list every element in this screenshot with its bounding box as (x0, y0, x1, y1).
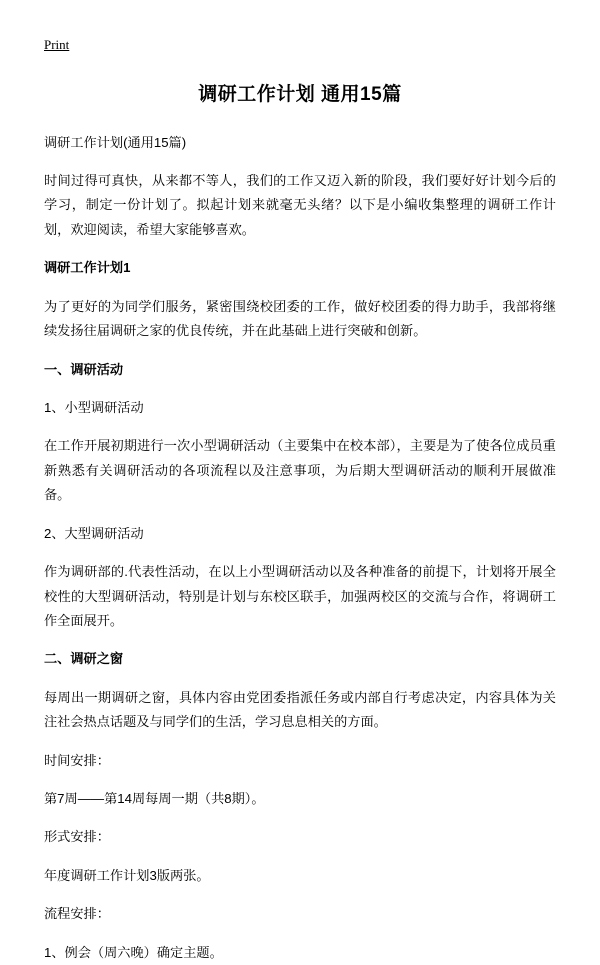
heading-section-2: 二、调研之窗 (44, 651, 124, 667)
print-button[interactable]: Print (44, 37, 70, 52)
paragraph-item-1-body: 在工作开展初期进行一次小型调研活动（主要集中在校本部），主要是为了使各位成员重新熟悉有关调研活动的各项流程以及注意事项，为后期大型调研活动的顺利开展做准备。 (44, 438, 556, 503)
paragraph-form-label: 形式安排： (44, 829, 110, 845)
paragraph-process-body: 1、例会（周六晚）确定主题。 (44, 944, 223, 960)
paragraph-time-body: 第7周——第14周每周一期（共8期）。 (44, 791, 265, 807)
paragraph-intro-title: 调研工作计划(通用15篇) (44, 134, 187, 150)
paragraph-plan-1-body: 为了更好的为同学们服务，紧密围绕校团委的工作，做好校团委的得力助手，我部将继续发扬往届调研之家的优良传统，并在此基础上进行突破和创新。 (44, 298, 556, 339)
page-title: 调研工作计划 通用15篇 (198, 84, 402, 105)
paragraph-time-label: 时间安排： (44, 752, 110, 768)
heading-section-1: 一、调研活动 (44, 361, 124, 377)
heading-plan-1: 调研工作计划1 (44, 260, 131, 276)
paragraph-process-label: 流程安排： (44, 906, 110, 922)
paragraph-section-2-body: 每周出一期调研之窗，具体内容由党团委指派任务或内部自行考虑决定，内容具体为关注社会热点话题及与同学们的生活，学习息息相关的方面。 (44, 689, 556, 730)
paragraph-item-2-title: 2、大型调研活动 (44, 525, 144, 541)
paragraph-intro-body: 时间过得可真快，从来都不等人，我们的工作又迈入新的阶段，我们要好好计划今后的学习，制定一份计划了。拟起计划来就毫无头绪？以下是小编收集整理的调研工作计划，欢迎阅读，希望大家能够喜欢。 (44, 173, 556, 237)
paragraph-item-2-body: 作为调研部的.代表性活动，在以上小型调研活动以及各种准备的前提下，计划将开展全校性的大型调研活动，特别是计划与东校区联手，加强两校区的交流与合作，将调研工作全面展开。 (44, 564, 556, 628)
paragraph-item-1-title: 1、小型调研活动 (44, 399, 144, 415)
paragraph-form-body: 年度调研工作计划3版两张。 (44, 867, 210, 883)
document-body (44, 131, 556, 965)
